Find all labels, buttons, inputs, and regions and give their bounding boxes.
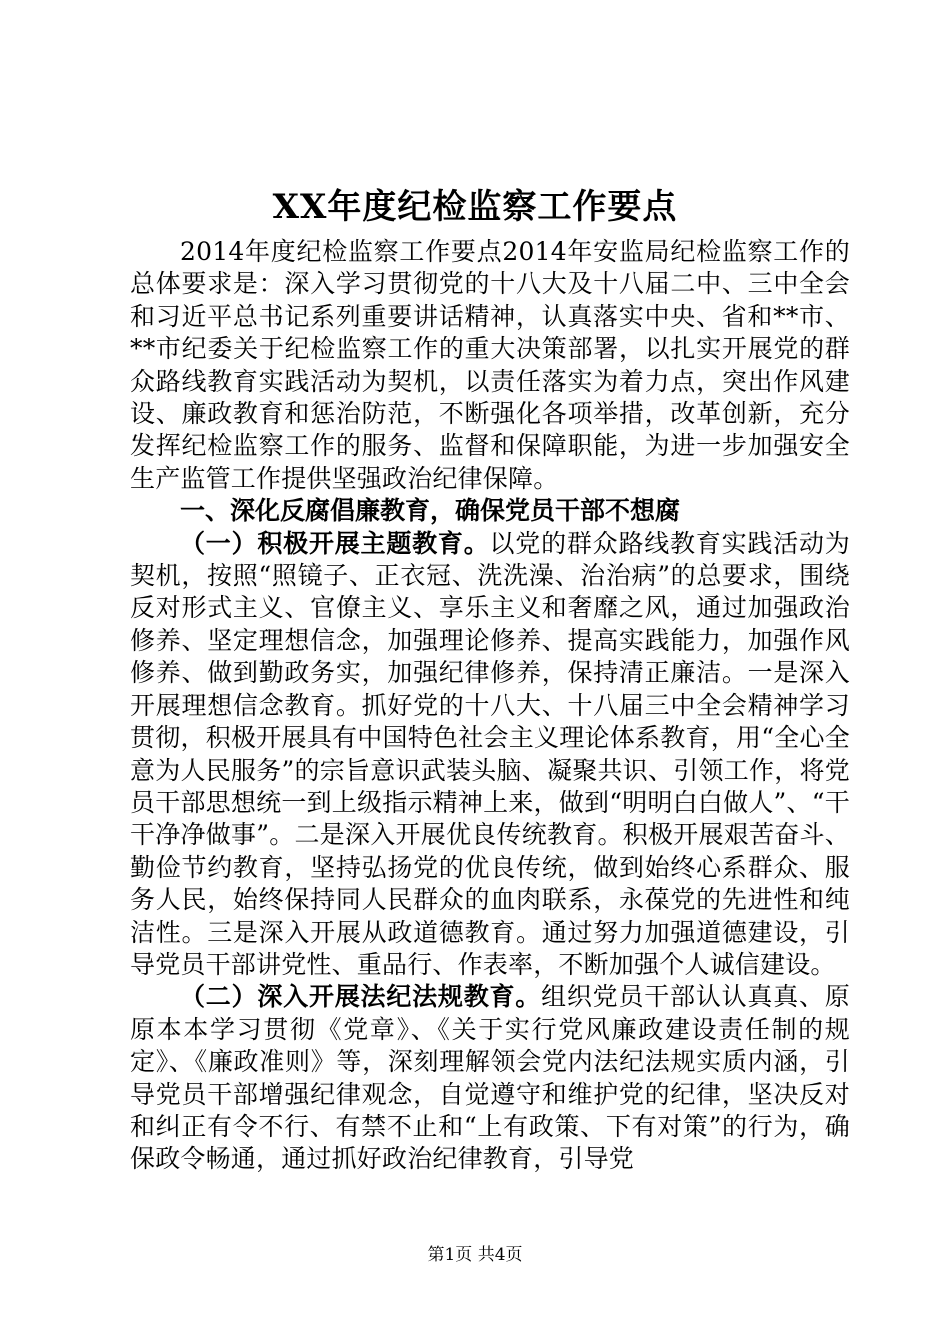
document-body [130,236,850,1176]
item-lead-2: （二）深入开展法纪法规教育。 [180,982,542,1012]
page-footer: 第1页 共4页 [427,1245,523,1265]
item-paragraph-2 [130,981,850,1175]
item-text-2: 组织党员干部认认真真、原原本本学习贯彻《党章》、《关于实行党风廉政建设责任制的规定》、《廉政准则》等，深刻理解领会党内法纪法规实质内涵，引导党员干部增强纪律观念，自觉遵守和维护党的纪律，坚决反对和纠正有令不行、有禁不止和“上有政策、下有对策”的行为，确保政令畅通，通过抓好政治纪律教育，引导党 [130,982,850,1174]
section-heading-1: 一、深化反腐倡廉教育，确保党员干部不想腐 [180,496,681,526]
item-paragraph-1 [130,528,850,982]
item-text-1: 以党的群众路线教育实践活动为契机，按照“照镜子、正衣冠、洗洗澡、治治病”的总要求，围绕反对形式主义、官僚主义、享乐主义和奢靡之风，通过加强政治修养、坚定理想信念，加强理论修养、提高实践能力，加强作风修养、做到勤政务实，加强纪律修养，保持清正廉洁。一是深入开展理想信念教育。抓好党的十八大、十八届三中全会精神学习贯彻，积极开展具有中国特色社会主义理论体系教育，用“全心全意为人民服务”的宗旨意识武装头脑、凝聚共识、引领工作，将党员干部思想统一到上级指示精神上来，做到“明明白白做人”、“干干净净做事”。二是深入开展优良传统教育。积极开展艰苦奋斗、勤俭节约教育，坚持弘扬党的优良传统，做到始终心系群众、服务人民，始终保持同人民群众的血肉联系，永葆党的先进性和纯洁性。三是深入开展从政道德教育。通过努力加强道德建设，引导党员干部讲党性、重品行、作表率，不断加强个人诚信建设。 [130,528,850,979]
document-title: XX年度纪检监察工作要点 [272,187,678,227]
intro-paragraph: 2014年度纪检监察工作要点2014年安监局纪检监察工作的总体要求是：深入学习贯彻党的十八大及十八届二中、三中全会和习近平总书记系列重要讲话精神，认真落实中央、省和**市、**市纪委关于纪检监察工作的重大决策部署，以扎实开展党的群众路线教育实践活动为契机，以责任落实为着力点，突出作风建设、廉政教育和惩治防范，不断强化各项举措，改革创新，充分发挥纪检监察工作的服务、监督和保障职能，为进一步加强安全生产监管工作提供坚强政治纪律保障。 [130,237,850,493]
item-lead-1: （一）积极开展主题教育。 [180,528,490,558]
